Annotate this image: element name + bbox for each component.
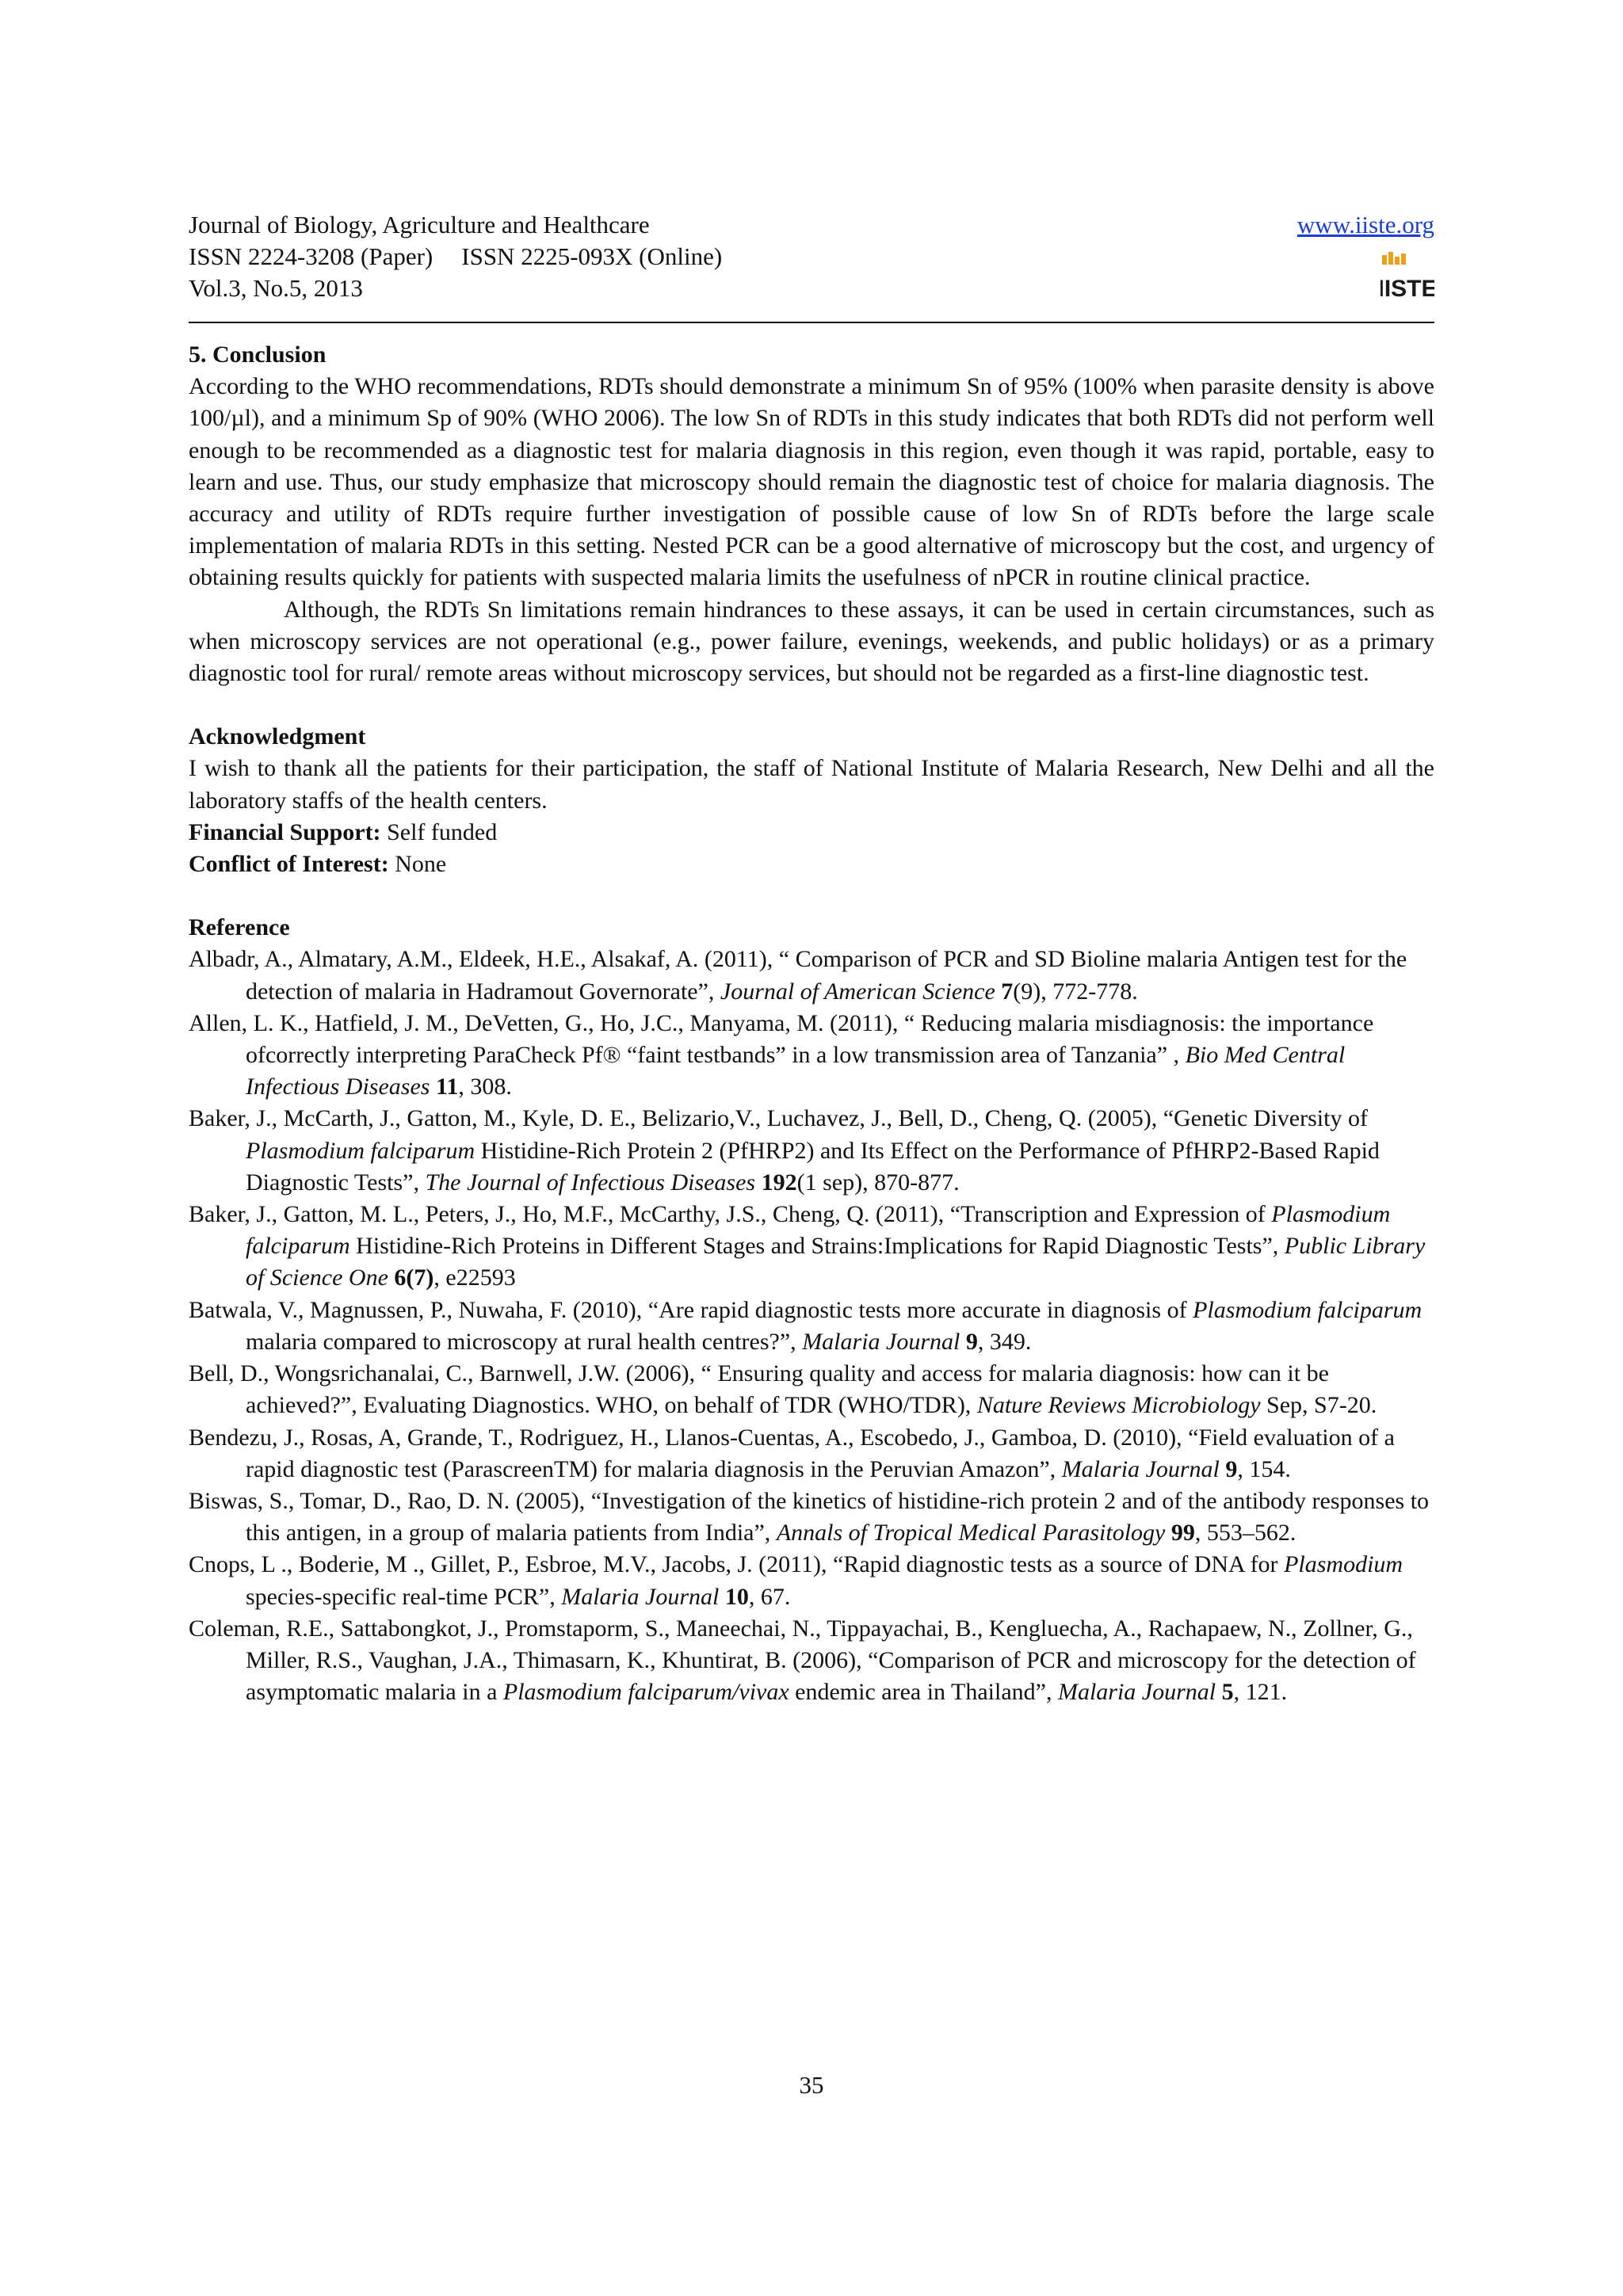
issn-line bbox=[189, 241, 1434, 273]
svg-text:IISTE: IISTE bbox=[1381, 276, 1434, 299]
reference-item: Biswas, S., Tomar, D., Rao, D. N. (2005), “Investigation of the kinetics of histidine-rich protein 2 and of the antibody responses to this antigen, in a group of malaria patients from India”, Annals of Tropical Medical Parasitology 99, 553–562. bbox=[189, 1487, 1430, 1547]
conclusion-paragraph-1: According to the WHO recommendations, RDTs should demonstrate a minimum Sn of 95% (100% when parasite density is above 100/µl), and a minimum Sp of 90% (WHO 2006). The low Sn of RDTs in this study indicates that both RDTs did not perform well enough to be recommended as a diagnostic test for malaria diagnosis in this region, even though it was rapid, portable, easy to learn and use. Thus, our study emphasize that microscopy should remain the diagnostic test of choice for malaria diagnosis. The accuracy and utility of RDTs require further investigation of possible cause of low Sn of RDTs before the large scale implementation of malaria RDTs in this setting. Nested PCR can be a good alternative of microscopy but the cost, and urgency of obtaining results quickly for patients with suspected malaria limits the usefulness of nPCR in routine clinical practice. bbox=[189, 373, 1434, 591]
financial-support-value: Self funded bbox=[380, 818, 498, 845]
acknowledgment-heading: Acknowledgment bbox=[189, 723, 366, 750]
reference-item: Batwala, V., Magnussen, P., Nuwaha, F. (2010), “Are rapid diagnostic tests more accurate in diagnosis of Plasmodium falciparum malaria compared to microscopy at rural health centres?”, Malaria Journal 9, 349. bbox=[189, 1296, 1423, 1355]
article-body bbox=[189, 339, 1434, 1708]
conflict-of-interest-value: None bbox=[388, 851, 447, 878]
reference-item: Coleman, R.E., Sattabongkot, J., Promstaporm, S., Maneechai, N., Tippayachai, B., Kengluecha, A., Rachapaew, N., Zollner, G., Miller, R.S., Vaughan, J.A., Thimasarn, K., Khuntirat, B. (2006), “Comparison of PCR and microscopy for the detection of asymptomatic malaria in a Plasmodium falciparum/vivax endemic area in Thailand”, Malaria Journal 5, 121. bbox=[189, 1615, 1416, 1706]
journal-title: Journal of Biology, Agriculture and Healthcare bbox=[189, 211, 650, 238]
conflict-of-interest bbox=[189, 849, 1434, 880]
financial-support bbox=[189, 817, 1434, 849]
volume-info: Vol.3, No.5, 2013 bbox=[189, 274, 363, 302]
iiste-logo-icon bbox=[1381, 250, 1434, 299]
reference-item: Baker, J., Gatton, M. L., Peters, J., Ho, M.F., McCarthy, J.S., Cheng, Q. (2011), “Transcription and Expression of Plasmodium falciparum Histidine-Rich Proteins in Different Stages and Strains:Implications for Rapid Diagnostic Tests”, Public Library of Science One 6(7), e22593 bbox=[189, 1201, 1426, 1291]
reference-item: Cnops, L ., Boderie, M ., Gillet, P., Esbroe, M.V., Jacobs, J. (2011), “Rapid diagnostic tests as a source of DNA for Plasmodium species-specific real-time PCR”, Malaria Journal 10, 67. bbox=[189, 1551, 1403, 1610]
reference-item: Baker, J., McCarth, J., Gatton, M., Kyle, D. E., Belizario,V., Luchavez, J., Bell, D., Cheng, Q. (2005), “Genetic Diversity of Plasmodium falciparum Histidine-Rich Protein 2 (PfHRP2) and Its Effect on the Performance of PfHRP2-Based Rapid Diagnostic Tests”, The Journal of Infectious Diseases 192(1 sep), 870-877. bbox=[189, 1105, 1380, 1196]
reference-item: Allen, L. K., Hatfield, J. M., DeVetten, G., Ho, J.C., Manyama, M. (2011), “ Reducing malaria misdiagnosis: the importance ofcorrectly interpreting ParaCheck Pf® “faint testbands” in a low transmission area of Tanzania” , Bio Med Central Infectious Diseases 11, 308. bbox=[189, 1009, 1374, 1100]
issn-online: ISSN 2225-093X (Online) bbox=[461, 242, 723, 270]
conflict-of-interest-label: Conflict of Interest: bbox=[189, 851, 389, 878]
journal-header bbox=[189, 209, 1434, 320]
page-number: 35 bbox=[799, 2071, 824, 2099]
conclusion-heading: 5. Conclusion bbox=[189, 341, 327, 368]
references-heading: Reference bbox=[189, 914, 290, 941]
reference-item: Albadr, A., Almatary, A.M., Eldeek, H.E., Alsakaf, A. (2011), “ Comparison of PCR and SD Bioline malaria Antigen test for the detection of malaria in Hadramout Governorate”, Journal of American Science 7(9), 772-778. bbox=[189, 946, 1407, 1005]
acknowledgment-text: I wish to thank all the patients for their participation, the staff of National Institute of Malaria Research, New Delhi and all the laboratory staffs of the health centers. bbox=[189, 755, 1434, 814]
financial-support-label: Financial Support: bbox=[189, 818, 381, 845]
reference-item: Bell, D., Wongsrichanalai, C., Barnwell, J.W. (2006), “ Ensuring quality and access for malaria diagnosis: how can it be achieved?”, Evaluating Diagnostics. WHO, on behalf of TDR (WHO/TDR), Nature Reviews Microbiology Sep, S7-20. bbox=[189, 1360, 1377, 1419]
header-divider bbox=[189, 322, 1434, 323]
conclusion-paragraph-2: Although, the RDTs Sn limitations remain hindrances to these assays, it can be used in certain circumstances, such as when microscopy services are not operational (e.g., power failure, evenings, weekends, and public holidays) or as a primary diagnostic tool for rural/ remote areas without microscopy services, but should not be regarded as a first-line diagnostic test. bbox=[189, 596, 1434, 687]
issn-paper: ISSN 2224-3208 (Paper) bbox=[189, 242, 433, 270]
reference-item: Bendezu, J., Rosas, A, Grande, T., Rodriguez, H., Llanos-Cuentas, A., Escobedo, J., Gamboa, D. (2010), “Field evaluation of a rapid diagnostic test (ParascreenTM) for malaria diagnosis in the Peruvian Amazon”, Malaria Journal 9, 154. bbox=[189, 1424, 1395, 1482]
website-link[interactable]: www.iiste.org bbox=[1296, 211, 1434, 238]
